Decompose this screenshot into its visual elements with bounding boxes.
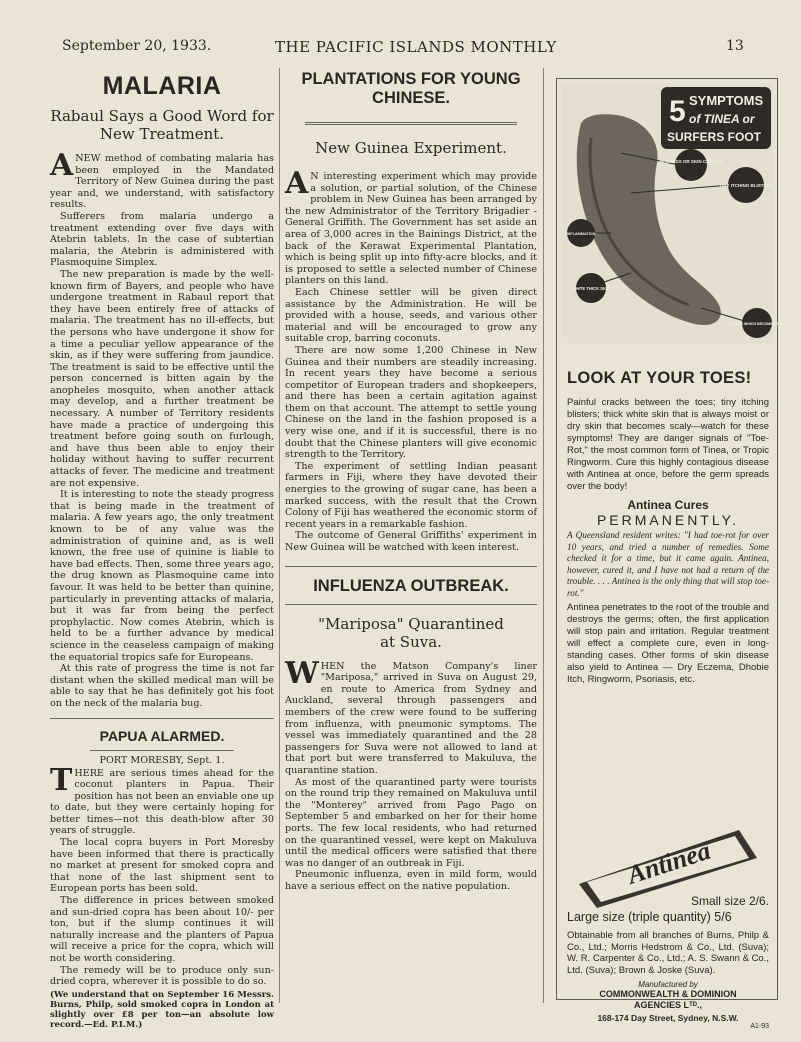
ad-testimonial: A Queensland resident writes: "I had toe-rot for over 10 years, and tried a number of remedies. Some checked it for a time, but it came again. Antinea, however, cured it, and I have not had a return of the trouble. . . . Antinea is the only thing that will stop toe-rot." [567,530,769,598]
tag-dry-skin: DRY SKIN WHICH BECOMES SCALY [725,322,789,326]
column-rule-2 [543,68,544,1003]
publication-title: THE PACIFIC ISLANDS MONTHLY [275,38,557,56]
tag-blisters: TINY ITCHING BLISTERS [719,183,773,188]
ad-code: A1-93 [750,1023,769,1030]
tag-white-skin: WHITE THICK SKIN [571,286,611,291]
plantations-p5: The outcome of General Griffiths' experiment in New Guinea will be watched with keen interest. [285,530,537,553]
plantations-dropcap: A [285,166,309,201]
malaria-p1: NEW method of combating malaria has been employed in the Mandated Territory of New Guinea during the past year and, we understand, with satisfactory results. [50,153,274,211]
papua-dateline: PORT MORESBY, Sept. 1. [99,754,225,766]
divider [305,122,517,125]
influenza-p3: Pneumonic influenza, even in mild form, would have a serious effect on the native population. [285,869,537,892]
divider [285,604,537,605]
maker-address: 168-174 Day Street, Sydney, N.S.W. [597,1013,739,1023]
divider [285,566,537,567]
papua-dropcap: T [50,762,73,798]
column-1 [50,68,274,1030]
pack-label: Antinea [623,835,714,890]
influenza-p1: HEN the Matson Company's liner "Mariposa," arrived in Suva on August 29, en route to America from Sydney and Auckland, several through passengers and members of the crew were found to be suffering from influenza, with pneumonic symptoms. The vessel was immediately quarantined and the 28 passengers for Suva were not allowed to land at that port but were transferred to Makuluva, the quarantine station. [285,660,537,776]
influenza-dropcap: W [285,655,319,691]
issue-date: September 20, 1933. [62,38,212,54]
influenza-headline: INFLUENZA OUTBREAK. [313,576,509,595]
article-influenza [285,577,537,893]
plantations-p2: Each Chinese settler will be given direct assistance by the Administration. He will be provided with a house, seeds, and various other material and will be encouraged to grow any suitable crop, barring coconuts. [285,286,537,345]
column-2 [285,68,537,892]
papua-p2: The local copra buyers in Port Moresby have been informed that there is practically no market at present for smoked copra and that none of the last shipment sent to European ports has been sold. [50,837,274,895]
plantations-subhead: New Guinea Experiment. [315,139,507,157]
banner-line-3: SURFERS FOOT [667,130,762,144]
page-number: 13 [726,38,744,54]
page-header [0,38,801,58]
malaria-p4: It is interesting to note the steady progress that is being made in the treatment of malaria. A few years ago, the only treatment known to be of any value was the administration of quinine and, as is well known, the free use of quinine is liable to have bad effects. Then, some three years ago, the drug known as Plasmoquine came into favour. It was held to be better than quinine, particularly in preventing attacks of malaria, but it was far from being the perfect prophylactic. Now comes Atebrin, which is held to be a further advance by medical science in the ceaseless campaign of making the equatorial tropics safe for Europeans. [50,489,274,663]
article-plantations [285,70,537,554]
column-rule-1 [279,68,280,1003]
banner-number: 5 [669,95,686,128]
manufactured-by: Manufactured by [638,980,698,989]
influenza-p2: As most of the quarantined party were tourists on the round trip they remained on Makuluva until the "Monterey" arrived from Pago Pago on September 5 and embarked on her for their home ports. The few local residents, who had returned on the quarantined vessel, were kept on Makuluva until the medical officers were satisfied that there was no danger of an outbreak in Fiji. [285,776,537,869]
malaria-subhead: Rabaul Says a Good Word for New Treatment. [50,107,274,143]
article-malaria [50,72,274,710]
papua-editor-note: (We understand that on September 16 Messrs. Burns, Philp, sold smoked copra in London at slightly over £8 per ton—an absolute low record.—Ed. P.I.M.) [50,989,274,1030]
papua-p3: The difference in prices between smoked and sun-dried copra has been about 10/- per ton, but if the slump continues it will naturally increase and the planters of Papua will receive a price for the copra, which will not be worth considering. [50,895,274,964]
malaria-dropcap: A [50,148,74,183]
antinea-advertisement [556,78,789,1030]
banner-line-1: SYMPTOMS [689,93,764,108]
ad-body-1: Painful cracks between the toes; tiny itching blisters; thick white skin that is always moist or dry skin that becomes scaly—watch for these symptoms! They are danger signals of "Toe-Rot," the most common form of Tinea, or Tropic Ringworm. Cure this highly contagious disease with Antinea at once, before the germ spreads over the body! [567,397,769,492]
influenza-subhead: "Mariposa" Quarantined at Suva. [318,614,504,651]
ad-footer [567,894,769,1030]
divider [50,718,274,719]
small-size-price: Small size 2/6. [690,894,769,908]
ad-body-2: Antinea penetrates to the root of the trouble and destroys the germs; often, the first application will stop pain and irritation. Regular treatment will effect a complete cure, even in long-standing cases. Other forms of skin disease also yield to Antinea — Dry Eczema, Dhobie Itch, Ringworm, Psoriasis, etc. [567,602,769,685]
ad-cures: Antinea Cures [627,498,709,512]
malaria-p3: The new preparation is made by the well-known firm of Bayers, and people who have undergone treatment in Rabaul report that they have been entirely free of attacks of malaria. The treatment has no ill-effects, but the persons who have undergone it show for a time a peculiar yellow appearance of the skin, as if they were suffering from jaundice. The treatment is said to be effective until the person concerned is bitten again by the anopheles mosquito, when another attack may develop, and a further treatment be necessary. A number of Territory residents have made a practice of undergoing this treatment before going south on furlough, and have thus been able to enjoy their holiday without having to suffer recurrent attacks of fever. The medicine and treatment are not expensive. [50,268,274,489]
large-size-price: Large size (triple quantity) 5/6 [567,910,732,924]
ad-body [567,397,769,689]
ad-permanently: PERMANENTLY. [596,512,740,528]
plantations-p4: The experiment of settling Indian peasant farmers in Fiji, where they have devoted their energies to the growing of sugar cane, has been a marked success, with the result that the Crown Colony of Fiji has weathered the economic storm of recent years in a remarkable fashion. [285,460,537,530]
plantations-p1: N interesting experiment which may provide a solution, or partial solution, of the Chinese problem in New Guinea has been arranged by the new Administrator of the Territory Brigadier - General Griffith. The Government has set aside an area of 3,000 acres in the Bainings District, at the back of the Kerawat Experimental Plantation, which is being split up into fifty-acre blocks, and it is proposed to settle a selected number of Chinese planters on this land. [285,171,537,287]
papua-p4: The remedy will be to produce only sun-dried copra, wherever it is possible to do so. [50,964,274,988]
malaria-p2: Sufferers from malaria undergo a treatment extending over five days with Atebrin tablets. In the case of subtertian malaria, the Atebrin is administered with Plasmoquine Simplex. [50,210,274,269]
papua-headline: PAPUA ALARMED. [99,727,225,744]
papua-p1: HERE are serious times ahead for the coconut planters in Papua. Their position has not been an enviable one up to date, but they were certainly hoping for better times—not this death-blow after 30 years of struggle. [50,767,274,837]
malaria-headline: MALARIA [102,72,222,100]
tag-inflammation: INFLAMMATION [566,232,596,236]
plantations-p3: There are now some 1,200 Chinese in New Guinea and their numbers are steadily increasing. In recent years they have become a serious competitor of European traders and shopkeepers, and there has been a certain agitation against them on that account. The attempt to settle young Chinese on the land in the fashion proposed is a very wise one, and if it is successful, there is no doubt that the Chinese planters will give economic strength to the Territory. [285,344,537,461]
tag-redness: REDNESS OR SKIN CRACKS [659,159,723,164]
agents-list: Obtainable from all branches of Burns, Philp & Co., Ltd.; Morris Hedstrom & Co., Ltd. (Suva); W. R. Carpenter & Co., Ltd.; A. S. Swann & Co., Ltd. (Suva); Brown & Joske (Suva). [567,930,769,976]
divider [90,750,234,751]
article-papua [50,727,274,1030]
ad-headline: LOOK AT YOUR TOES! [567,369,752,387]
foot-illustration [561,83,789,343]
banner-line-2: of TINEA or [689,112,755,126]
maker-line-2: AGENCIES Lᵀᴰ., [634,1000,702,1010]
malaria-p5: At this rate of progress the time is not far distant when the skilled medical man will be able to say that he has definitely got his foot on the neck of the malaria bug. [50,663,274,709]
maker-line-1: COMMONWEALTH & DOMINION [599,989,737,999]
plantations-headline: PLANTATIONS FOR YOUNG CHINESE. [301,70,521,107]
